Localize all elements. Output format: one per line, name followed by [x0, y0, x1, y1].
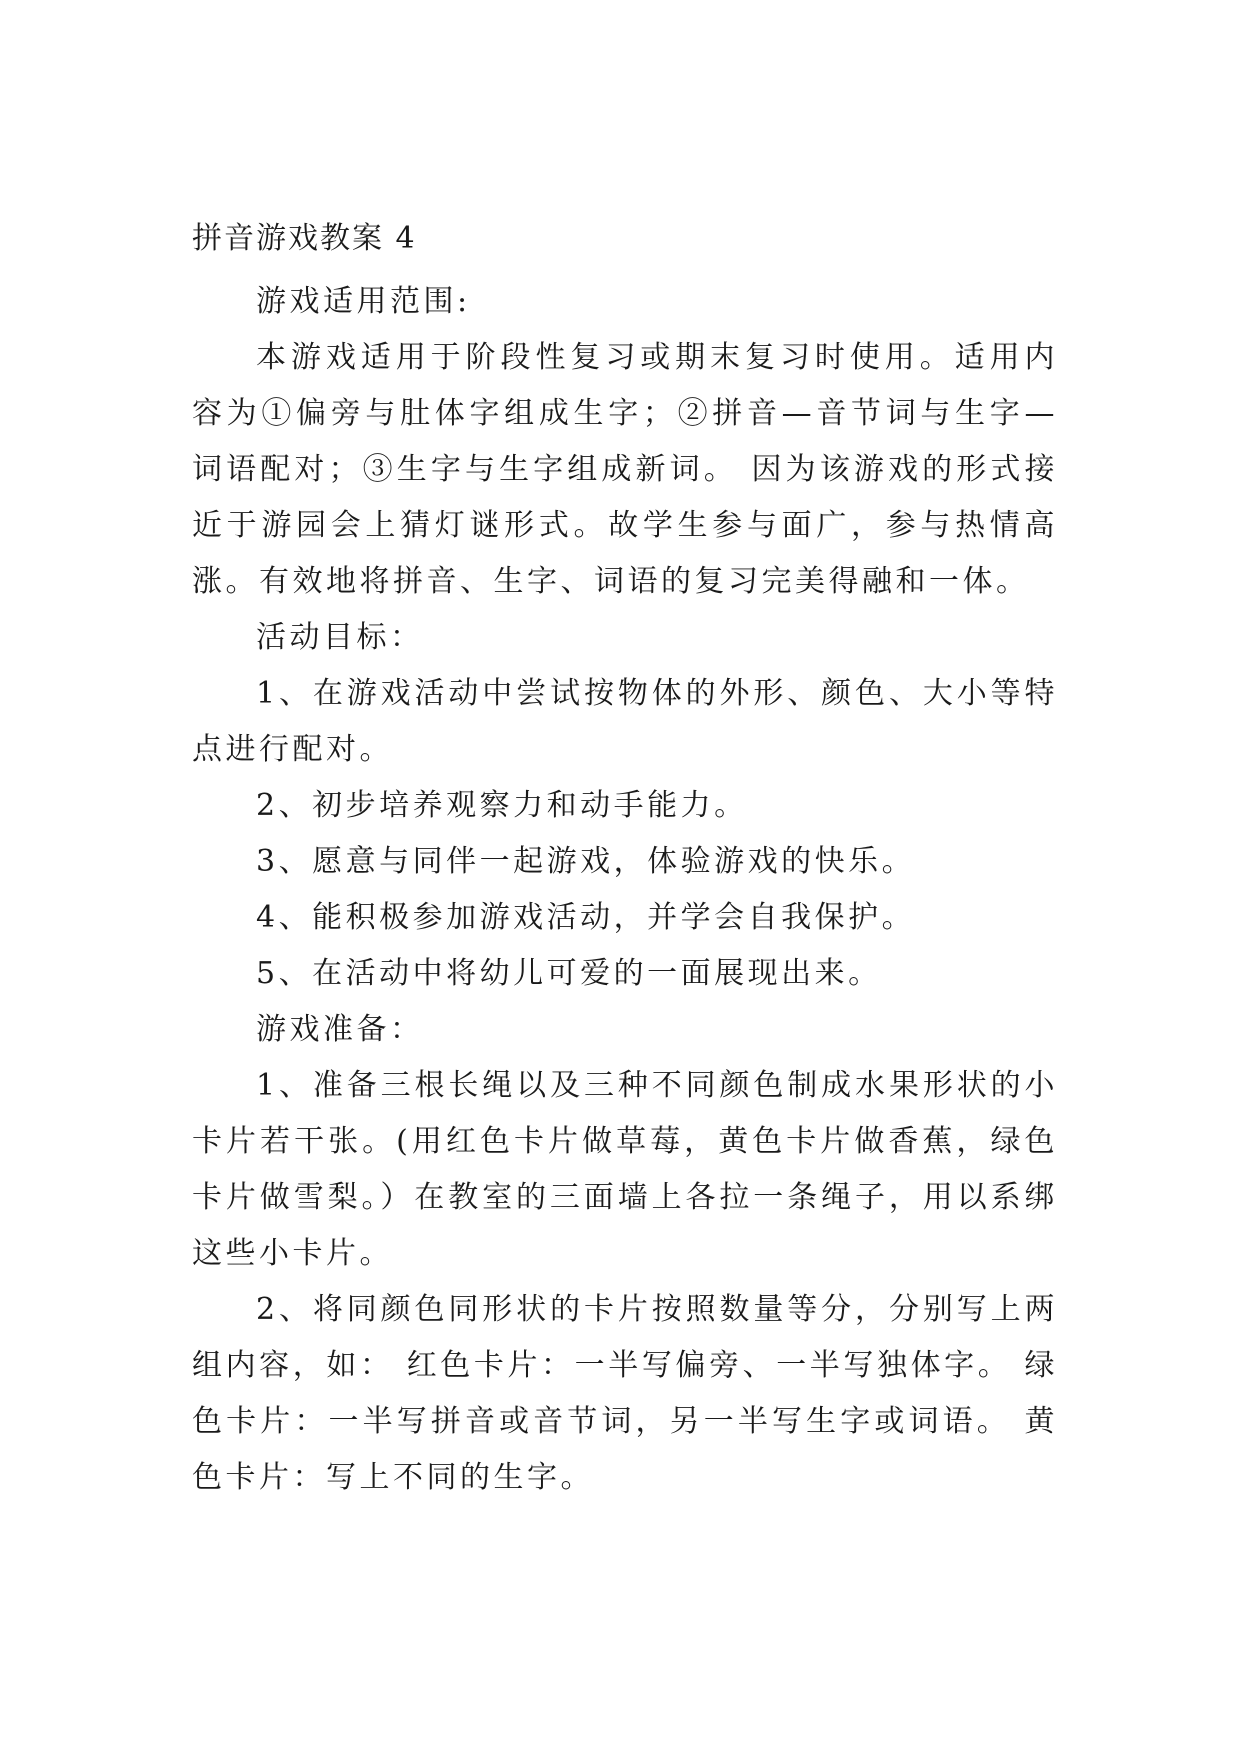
document-body — [192, 222, 1058, 1506]
paragraph-scope-text: 本游戏适用于阶段性复习或期末复习时使用。适用内容为①偏旁与肚体字组成生字；②拼音—音节词与生字— 词语配对；③生字与生字组成新词。 因为该游戏的形式接近于游园会上猜灯谜形式。故学生参与面广，参与热情高涨。有效地将拼音、生字、词语的复习完美得融和一体。 — [192, 340, 1058, 599]
paragraph-goal-5: 5、在活动中将幼儿可爱的一面展现出来。 — [256, 956, 882, 991]
document-title: 拼音游戏教案 4 — [192, 221, 417, 256]
paragraph-goal-4: 4、能积极参加游戏活动，并学会自我保护。 — [256, 900, 916, 935]
paragraph-goals-heading: 活动目标： — [256, 620, 424, 655]
paragraph-prep-heading: 游戏准备： — [256, 1012, 424, 1047]
paragraph-prep-1: 1、准备三根长绳以及三种不同颜色制成水果形状的小卡片若干张。(用红色卡片做草莓，黄色卡片做香蕉，绿色卡片做雪梨。）在教室的三面墙上各拉一条绳子，用以系绑这些小卡片。 — [192, 1068, 1058, 1271]
paragraph-prep-2: 2、将同颜色同形状的卡片按照数量等分，分别写上两组内容，如： 红色卡片：一半写偏旁、一半写独体字。 绿色卡片：一半写拼音或音节词，另一半写生字或词语。 黄色卡片：写上不同的生字。 — [192, 1292, 1058, 1495]
paragraph-goal-2: 2、初步培养观察力和动手能力。 — [256, 788, 748, 823]
paragraph-goal-3: 3、愿意与同伴一起游戏，体验游戏的快乐。 — [256, 844, 916, 879]
paragraph-scope-heading: 游戏适用范围: — [256, 284, 471, 319]
paragraph-goal-1: 1、在游戏活动中尝试按物体的外形、颜色、大小等特点进行配对。 — [192, 676, 1058, 767]
